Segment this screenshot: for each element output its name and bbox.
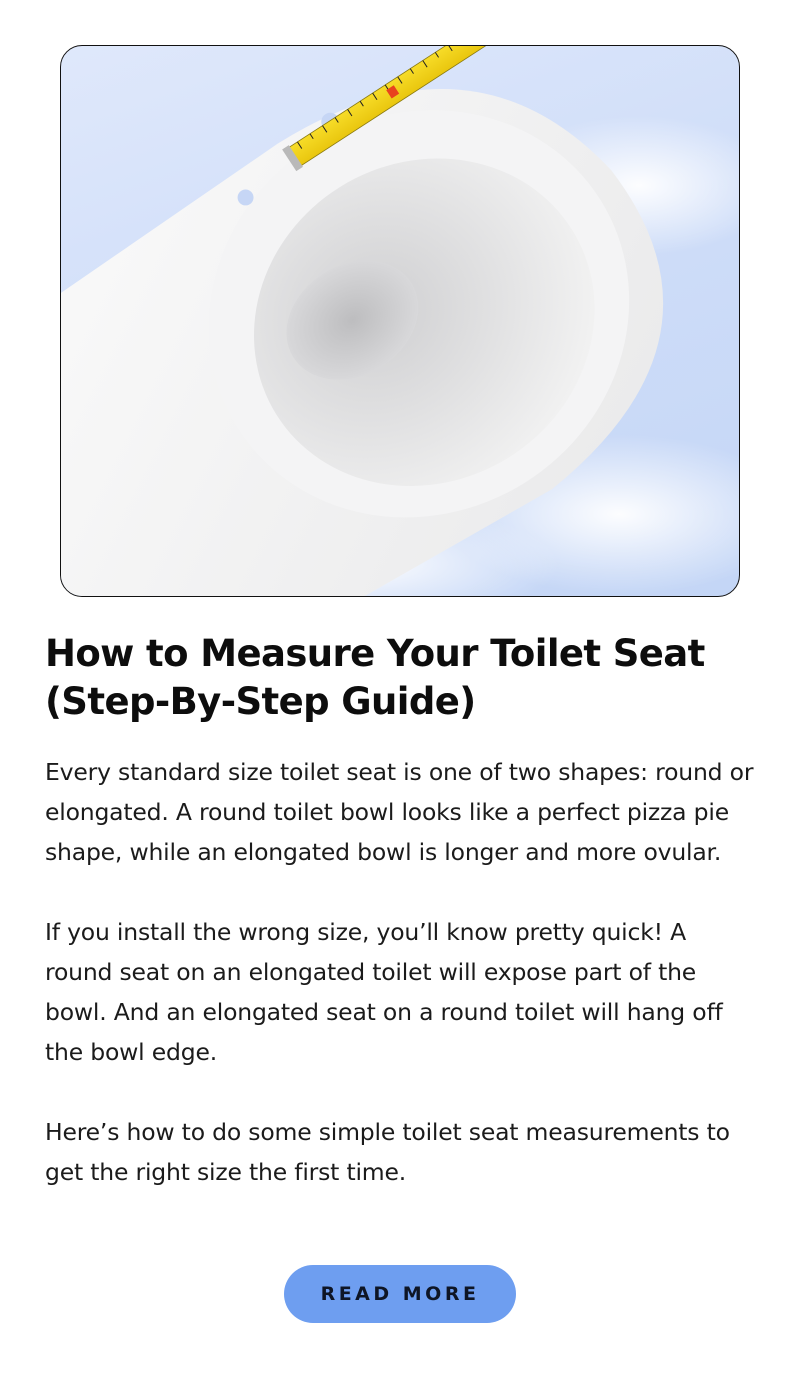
article-title-line1: How to Measure Your Toilet Seat bbox=[45, 632, 705, 675]
paragraph-shapes: Every standard size toilet seat is one of two shapes: round or elongated. A round toilet bowl looks like a perfect pizza pie shape, while an elongated bowl is longer and more ovular. bbox=[45, 758, 754, 866]
toilet-measuring-tape-image bbox=[61, 46, 739, 596]
article bbox=[45, 630, 760, 1192]
hero-image bbox=[60, 45, 740, 597]
read-more-button[interactable]: READ MORE bbox=[284, 1265, 516, 1323]
article-title bbox=[45, 630, 760, 726]
article-title-line2: (Step-By-Step Guide) bbox=[45, 680, 476, 723]
paragraph-wrong-size: If you install the wrong size, you’ll know pretty quick! A round seat on an elongated toilet will expose part of the bowl. And an elongated seat on a round toilet will hang off the bowl edge. bbox=[45, 918, 723, 1066]
paragraph-how-to: Here’s how to do some simple toilet seat measurements to get the right size the first time. bbox=[45, 1118, 730, 1186]
